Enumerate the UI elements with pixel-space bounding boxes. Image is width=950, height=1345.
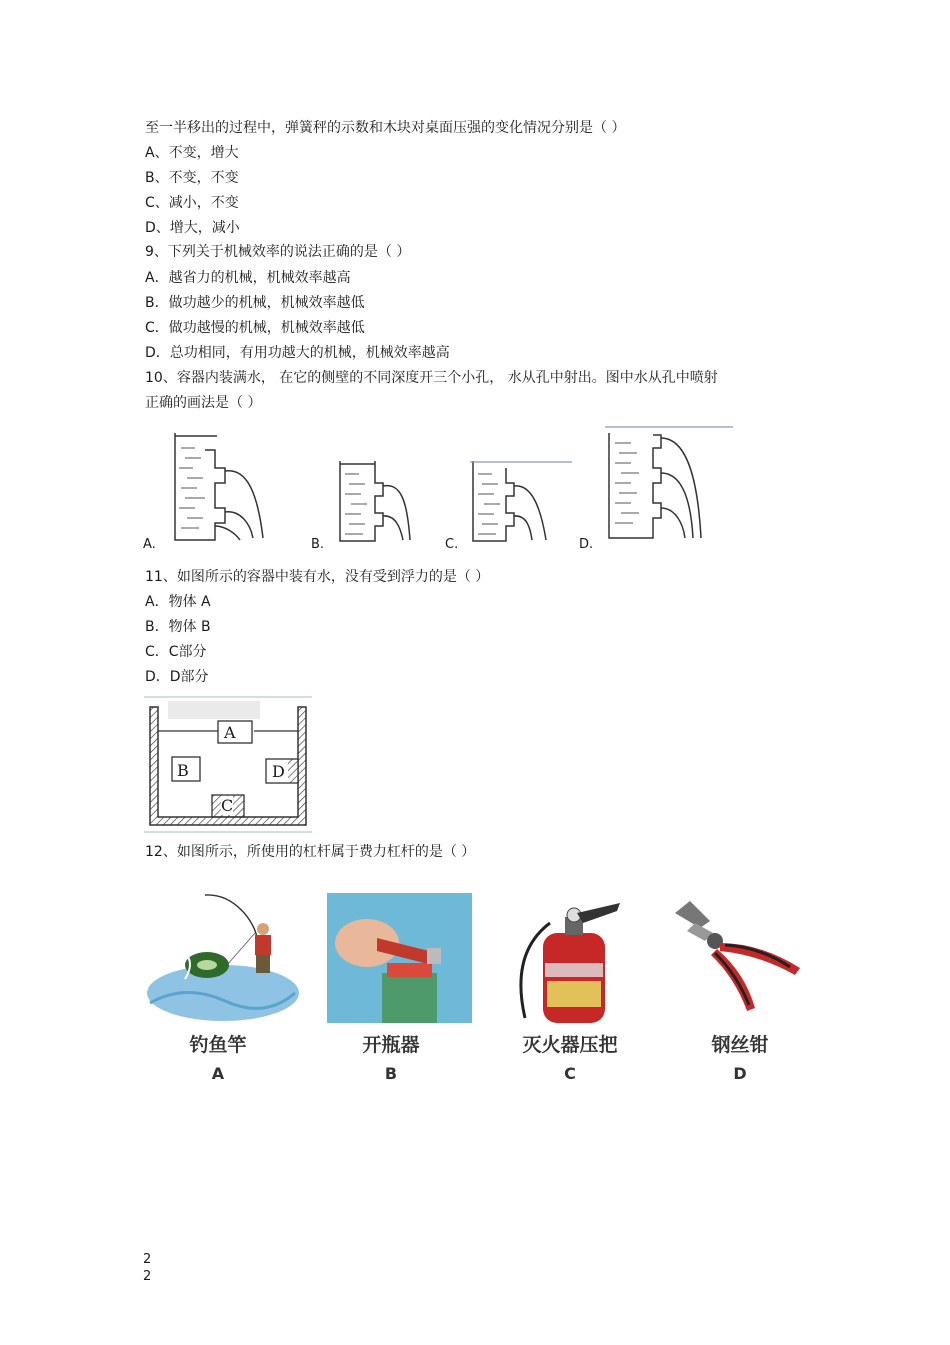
q9-option-d: D．总功相同，有用功越大的机械，机械效率越高 <box>145 345 450 361</box>
q12-label-b: 开瓶器 <box>362 1034 420 1056</box>
page-number: 2 <box>143 1252 152 1267</box>
q11-option-a: A．物体 A <box>145 594 211 610</box>
q10-stem-line1: 10、容器内装满水， 在它的侧壁的不同深度开三个小孔， 水从孔中射出。图中水从孔中喷射 <box>145 370 718 386</box>
q8-stem-continuation: 至一半移出的过程中，弹簧秤的示数和木块对桌面压强的变化情况分别是（ ） <box>145 120 626 136</box>
q10-figure-a <box>165 428 275 546</box>
q12-label-d: 钢丝钳 <box>711 1034 769 1056</box>
q12-letter-a: A <box>211 1064 225 1083</box>
q10-stem-line2: 正确的画法是（ ） <box>145 395 262 411</box>
q10-figure-d <box>603 423 735 546</box>
q11-label-a: A <box>224 723 236 742</box>
q8-option-a: A、不变，增大 <box>145 145 239 161</box>
bottle-opener-image <box>327 893 472 1023</box>
page-number-repeat: 2 <box>143 1269 152 1284</box>
fishing-rod-image <box>145 893 300 1023</box>
q11-option-d: D．D部分 <box>145 669 209 685</box>
q8-option-d: D、增大，减小 <box>145 220 240 236</box>
q8-option-b: B、不变，不变 <box>145 170 239 186</box>
q11-label-b: B <box>177 761 189 780</box>
q12-stem: 12、如图所示，所使用的杠杆属于费力杠杆的是（ ） <box>145 844 476 860</box>
q9-option-b: B．做功越少的机械，机械效率越低 <box>145 295 365 311</box>
q10-label-c: C. <box>445 537 459 552</box>
q10-label-a: A. <box>143 537 156 552</box>
fire-extinguisher-image <box>505 893 635 1023</box>
q10-label-b: B. <box>311 537 325 552</box>
pliers-image <box>665 893 805 1023</box>
q10-figure-b <box>335 458 425 546</box>
q10-figure-c <box>468 458 576 546</box>
q10-label-d: D. <box>579 537 594 552</box>
q9-stem: 9、下列关于机械效率的说法正确的是（ ） <box>145 244 411 260</box>
q11-label-d: D <box>272 762 285 781</box>
q12-letter-d: D <box>733 1064 747 1083</box>
q12-letter-b: B <box>384 1064 398 1083</box>
q11-option-c: C．C部分 <box>145 644 207 660</box>
q12-label-a: 钓鱼竿 <box>189 1034 247 1056</box>
q12-letter-c: C <box>564 1064 576 1083</box>
q11-label-c: C <box>221 796 234 815</box>
q12-label-c: 灭火器压把 <box>522 1034 618 1056</box>
q9-option-c: C．做功越慢的机械，机械效率越低 <box>145 320 365 336</box>
q9-option-a: A．越省力的机械，机械效率越高 <box>145 270 351 286</box>
q8-option-c: C、减小，不变 <box>145 195 239 211</box>
q11-stem: 11、如图所示的容器中装有水，没有受到浮力的是（ ） <box>145 569 490 585</box>
q11-container-figure <box>144 695 314 835</box>
q11-option-b: B．物体 B <box>145 619 211 635</box>
